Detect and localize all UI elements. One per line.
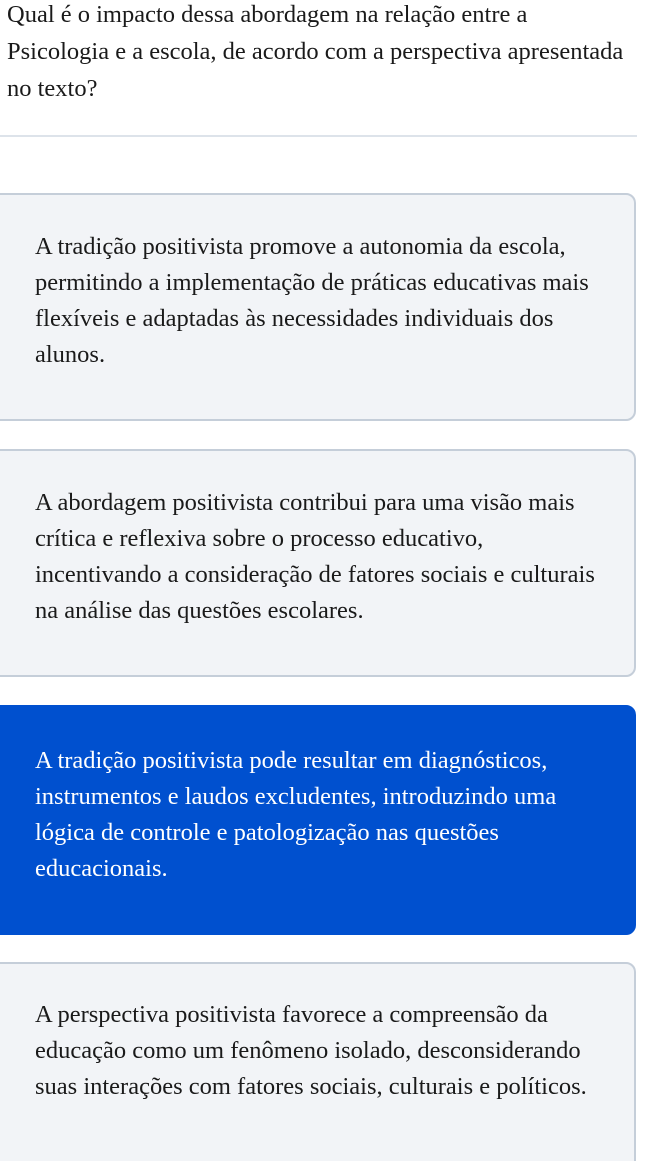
answer-option-2-text: A abordagem positivista contribui para uma visão mais crítica e reflexiva sobre o processo educativo, incentivando a consideração de fatores sociais e culturais na análise das questões escolares. [35,489,595,624]
answer-option-4-text: A perspectiva positivista favorece a compreensão da educação como um fenômeno isolado, desconsiderando suas interações com fatores sociais, culturais e políticos. [35,1001,587,1100]
answer-option-1[interactable] [0,193,636,421]
question-text: Qual é o impacto dessa abordagem na relação entre a Psicologia e a escola, de acordo com a perspectiva apresentada no texto? [7,1,624,102]
answer-option-3-text: A tradição positivista pode resultar em diagnósticos, instrumentos e laudos excludentes, introduzindo uma lógica de controle e patologização nas questões educacionais. [35,747,557,882]
answer-option-3[interactable] [0,705,636,935]
answer-option-1-text: A tradição positivista promove a autonomia da escola, permitindo a implementação de práticas educativas mais flexíveis e adaptadas às necessidades individuais dos alunos. [35,233,589,368]
divider [0,135,637,137]
answer-option-2[interactable] [0,449,636,677]
answer-option-4[interactable] [0,962,636,1161]
